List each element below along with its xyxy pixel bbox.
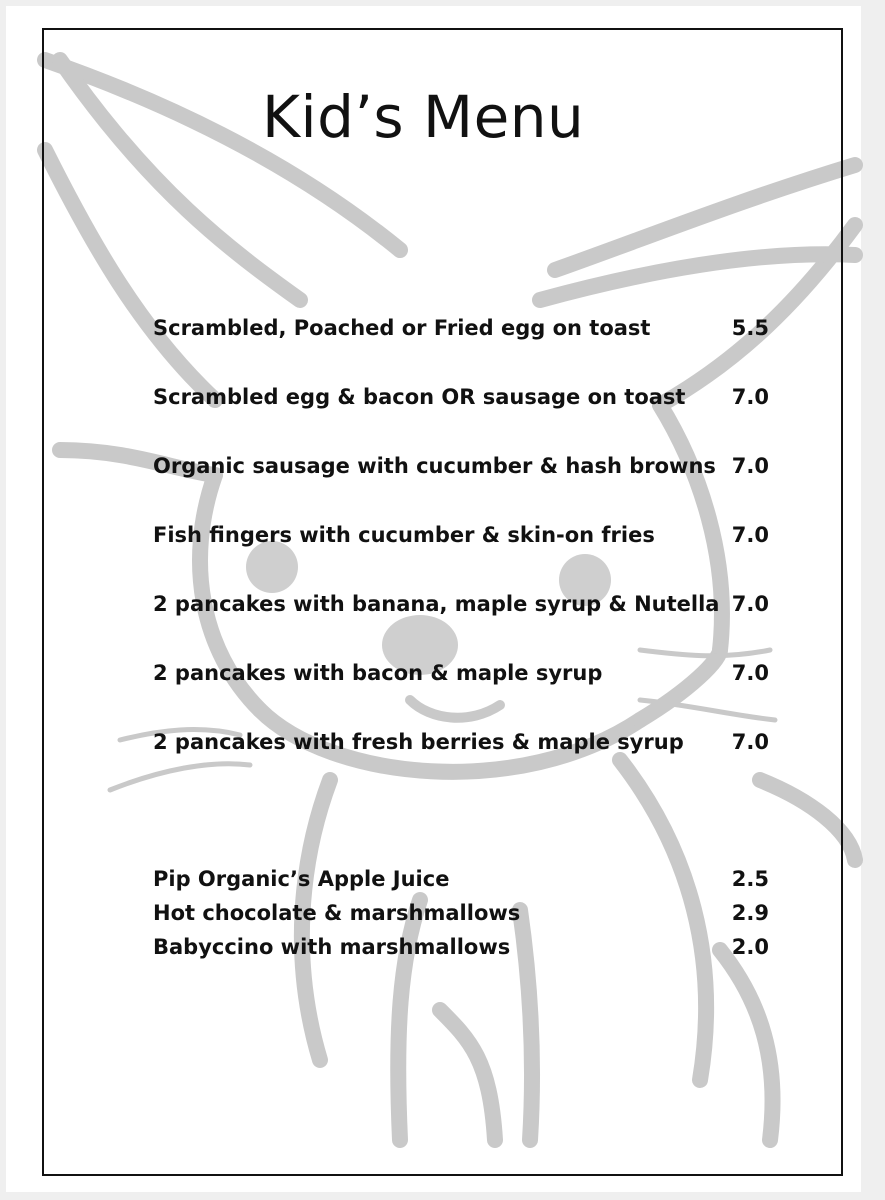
drinks-menu-list — [153, 862, 769, 964]
menu-item-price: 7.0 — [731, 661, 769, 685]
food-menu-list — [153, 308, 769, 791]
drink-item — [153, 862, 769, 896]
menu-item — [153, 308, 769, 377]
menu-item-name: 2 pancakes with fresh berries & maple syrup — [153, 730, 684, 754]
drink-item — [153, 930, 769, 964]
menu-item-price: 7.0 — [731, 592, 769, 616]
menu-item-price: 7.0 — [731, 454, 769, 478]
menu-item-name: Scrambled egg & bacon OR sausage on toast — [153, 385, 686, 409]
menu-item — [153, 515, 769, 584]
menu-item-name: Organic sausage with cucumber & hash browns — [153, 454, 716, 478]
menu-item-price: 7.0 — [731, 730, 769, 754]
menu-item — [153, 653, 769, 722]
drink-item-name: Hot chocolate & marshmallows — [153, 901, 521, 925]
menu-item-price: 7.0 — [731, 523, 769, 547]
menu-item-name: Fish fingers with cucumber & skin-on fries — [153, 523, 655, 547]
drink-item-price: 2.9 — [731, 901, 769, 925]
menu-item — [153, 584, 769, 653]
menu-item — [153, 377, 769, 446]
drink-item — [153, 896, 769, 930]
menu-item — [153, 722, 769, 791]
menu-item-price: 5.5 — [731, 316, 769, 340]
menu-item-name: 2 pancakes with banana, maple syrup & Nutella — [153, 592, 720, 616]
drink-item-price: 2.5 — [731, 867, 769, 891]
drink-item-price: 2.0 — [731, 935, 769, 959]
menu-title: Kid’s Menu — [262, 83, 585, 151]
menu-item — [153, 446, 769, 515]
menu-item-name: 2 pancakes with bacon & maple syrup — [153, 661, 603, 685]
drink-item-name: Pip Organic’s Apple Juice — [153, 867, 450, 891]
menu-item-price: 7.0 — [731, 385, 769, 409]
drink-item-name: Babyccino with marshmallows — [153, 935, 511, 959]
menu-item-name: Scrambled, Poached or Fried egg on toast — [153, 316, 651, 340]
